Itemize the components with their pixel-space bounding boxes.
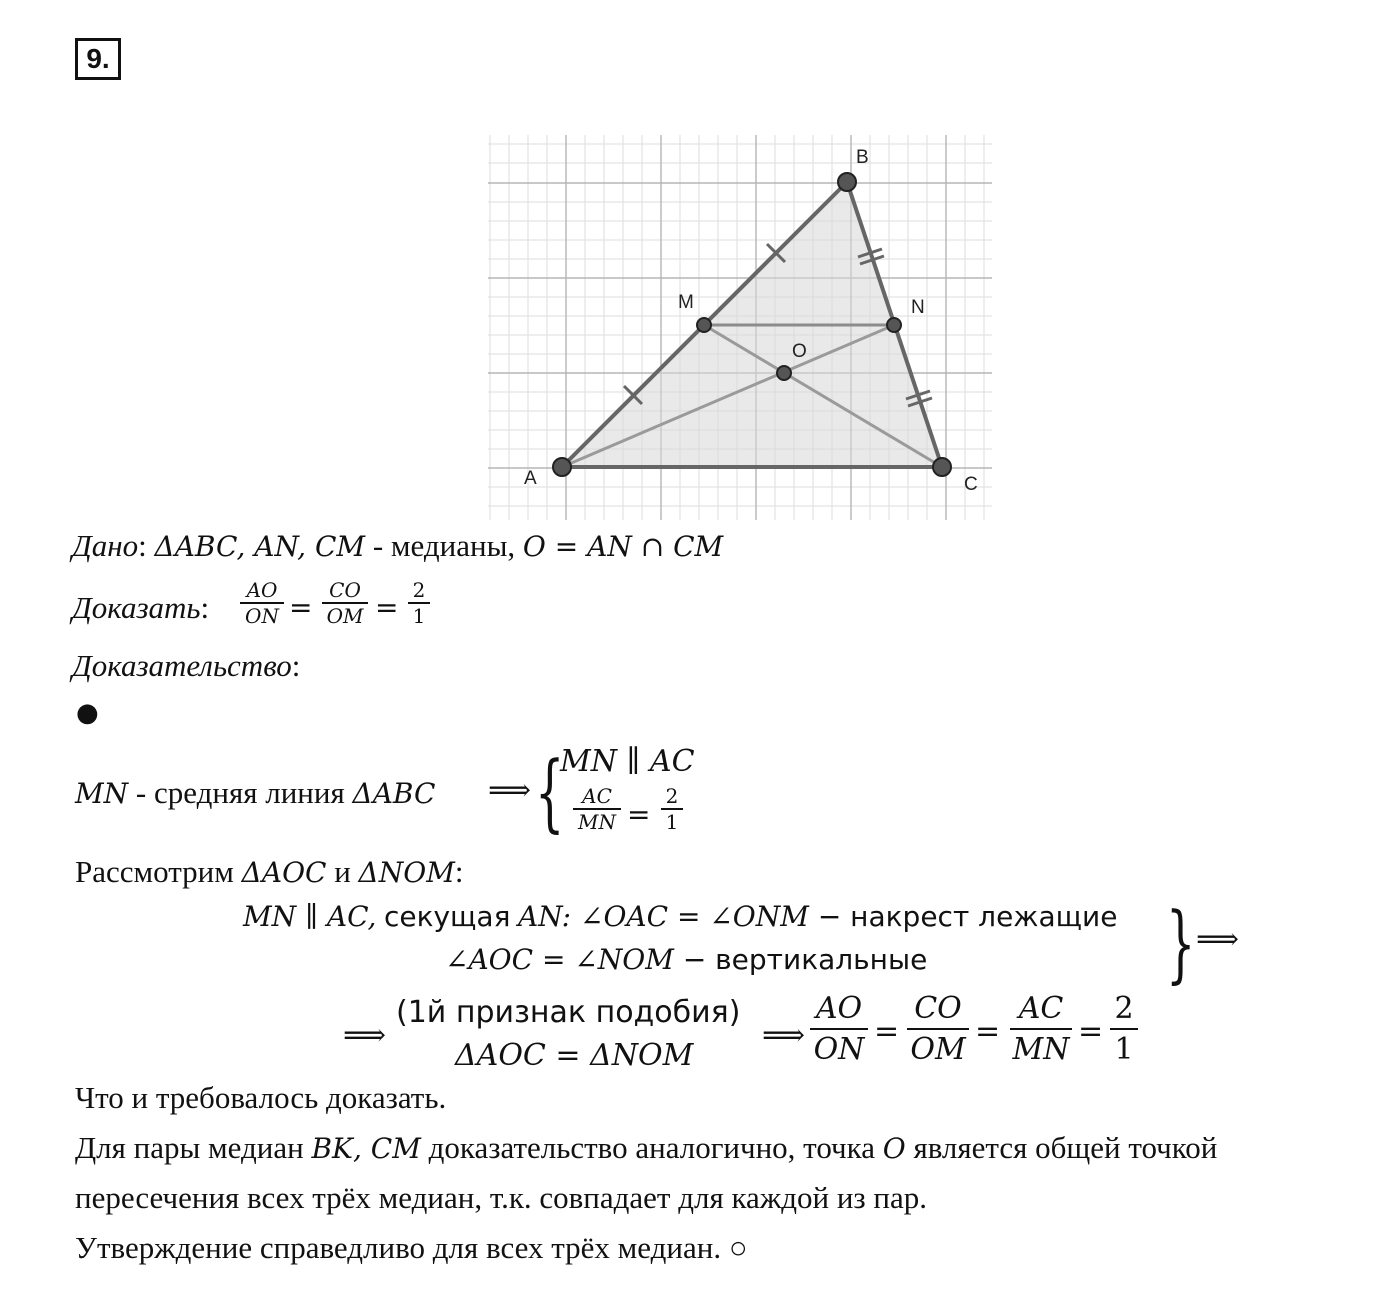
step4-f4-den: 1 xyxy=(1114,1032,1134,1067)
step1-ratio xyxy=(661,784,683,834)
conclusion: Что и требовалось доказать. xyxy=(75,1080,447,1115)
step3-l1b: секущая xyxy=(383,900,511,933)
step1-r-num: 2 xyxy=(665,784,679,808)
paragraph-2: пересечения всех трёх медиан, т.к. совпадает для каждой из пар. xyxy=(75,1180,928,1215)
label-n: N xyxy=(911,297,925,318)
prove-fraction-3 xyxy=(408,578,430,628)
para1-d: O xyxy=(882,1132,906,1165)
step4-similar: ΔAOC = ΔNOM xyxy=(455,1038,694,1073)
point-a xyxy=(553,458,571,476)
label-o: O xyxy=(792,341,807,362)
prove-f1-den: ON xyxy=(245,604,279,628)
label-a: A xyxy=(524,468,537,489)
point-m xyxy=(697,318,711,332)
point-c xyxy=(933,458,951,476)
step1-f-den: MN xyxy=(578,810,616,834)
step3-l1c: AN xyxy=(517,900,562,933)
step4-fraction-1 xyxy=(810,990,868,1070)
para1-a: Для пары медиан xyxy=(75,1130,312,1165)
step3-l2b: − вертикальные xyxy=(673,943,928,976)
given-label: Дано xyxy=(72,528,139,563)
step1-r-den: 1 xyxy=(665,810,679,834)
label-b: B xyxy=(856,147,869,168)
step4-f4-num: 2 xyxy=(1114,991,1134,1026)
para1-b: BK, CM xyxy=(311,1132,421,1165)
step2-t1: ΔAOC xyxy=(241,856,327,889)
step2-line xyxy=(75,854,464,890)
proof-heading xyxy=(72,648,300,684)
step1-tri: ΔABC xyxy=(352,777,436,810)
step4-f1-den: ON xyxy=(813,1032,865,1067)
step4-fraction-2 xyxy=(907,990,969,1070)
given-colon: : xyxy=(138,528,147,563)
step1-parallel: MN ∥ AC xyxy=(560,744,695,779)
step4-f3-num: AC xyxy=(1018,991,1064,1026)
step4-fraction-3 xyxy=(1010,990,1072,1070)
step3-l1e: − накрест лежащие xyxy=(808,900,1118,933)
given-expr: ΔABC, AN, CM xyxy=(154,530,366,563)
proof-label: Доказательство xyxy=(72,648,292,683)
para1-c: доказательство аналогично, точка xyxy=(420,1130,883,1165)
step4-eq2: = xyxy=(975,1014,1001,1049)
step1-implies: ⟹ xyxy=(488,773,532,808)
step1-lhs: MN xyxy=(75,777,129,810)
step2-text2: и xyxy=(326,854,359,889)
step1-fraction xyxy=(573,784,621,834)
step2-colon: : xyxy=(454,854,464,889)
step3-line2 xyxy=(445,943,927,977)
prove-colon: : xyxy=(200,590,210,625)
prove-f3-num: 2 xyxy=(412,578,426,602)
step1-line xyxy=(75,775,435,811)
step3-implies: ⟹ xyxy=(1196,922,1240,957)
prove-f2-num: CO xyxy=(329,578,361,602)
step3-brace: } xyxy=(1166,894,1196,992)
bullet: ● xyxy=(76,698,99,728)
point-o xyxy=(777,366,791,380)
proof-colon: : xyxy=(291,648,301,683)
given-expr2: O = AN ∩ CM xyxy=(522,530,724,563)
step1-brace: { xyxy=(535,743,565,841)
prove-f3-den: 1 xyxy=(412,604,426,628)
prove-fraction-1 xyxy=(240,578,284,628)
prove-label: Доказать xyxy=(72,590,201,625)
step4-f2-den: OM xyxy=(910,1032,966,1067)
step4-eq1: = xyxy=(874,1014,900,1049)
triangle-figure xyxy=(470,125,1010,530)
step1-f-num: AC xyxy=(582,784,612,808)
step4-f2-num: CO xyxy=(914,991,962,1026)
step1-text: - средняя линия xyxy=(128,775,353,810)
step4-f1-num: AO xyxy=(815,991,863,1026)
step3-l1a: MN ∥ AC, xyxy=(243,900,377,933)
label-c: C xyxy=(964,474,978,495)
label-m: M xyxy=(678,292,694,313)
prove-f2-den: OM xyxy=(326,604,364,628)
prove-fraction-2 xyxy=(322,578,368,628)
para1-e: является общей точкой xyxy=(905,1130,1218,1165)
paragraph-3: Утверждение справедливо для всех трёх медиан. ○ xyxy=(75,1230,748,1265)
paragraph-1 xyxy=(75,1130,1217,1166)
step4-f3-den: MN xyxy=(1012,1032,1070,1067)
point-b xyxy=(838,173,856,191)
step4-implies: ⟹ xyxy=(343,1018,387,1053)
step2-t2: ΔNOM xyxy=(358,856,455,889)
step4-eq3: = xyxy=(1078,1014,1104,1049)
point-n xyxy=(887,318,901,332)
step3-l1d: : ∠OAC = ∠ONM xyxy=(561,900,809,933)
step2-text1: Рассмотрим xyxy=(75,854,242,889)
step1-eq: = xyxy=(627,798,651,831)
step4-implies2: ⟹ xyxy=(762,1018,806,1053)
prove-f1-num: AO xyxy=(246,578,278,602)
step4-criterion: (1й признак подобия) xyxy=(396,995,741,1030)
given-line xyxy=(72,528,723,564)
prove-eq-1: = xyxy=(289,591,313,624)
given-text: - медианы, xyxy=(365,528,523,563)
step3-line1 xyxy=(243,900,1117,934)
problem-number: 9. xyxy=(75,38,121,80)
step4-fraction-4 xyxy=(1110,990,1138,1070)
prove-line xyxy=(72,590,209,626)
prove-eq-2: = xyxy=(375,591,399,624)
step3-l2a: ∠AOC = ∠NOM xyxy=(445,943,674,976)
